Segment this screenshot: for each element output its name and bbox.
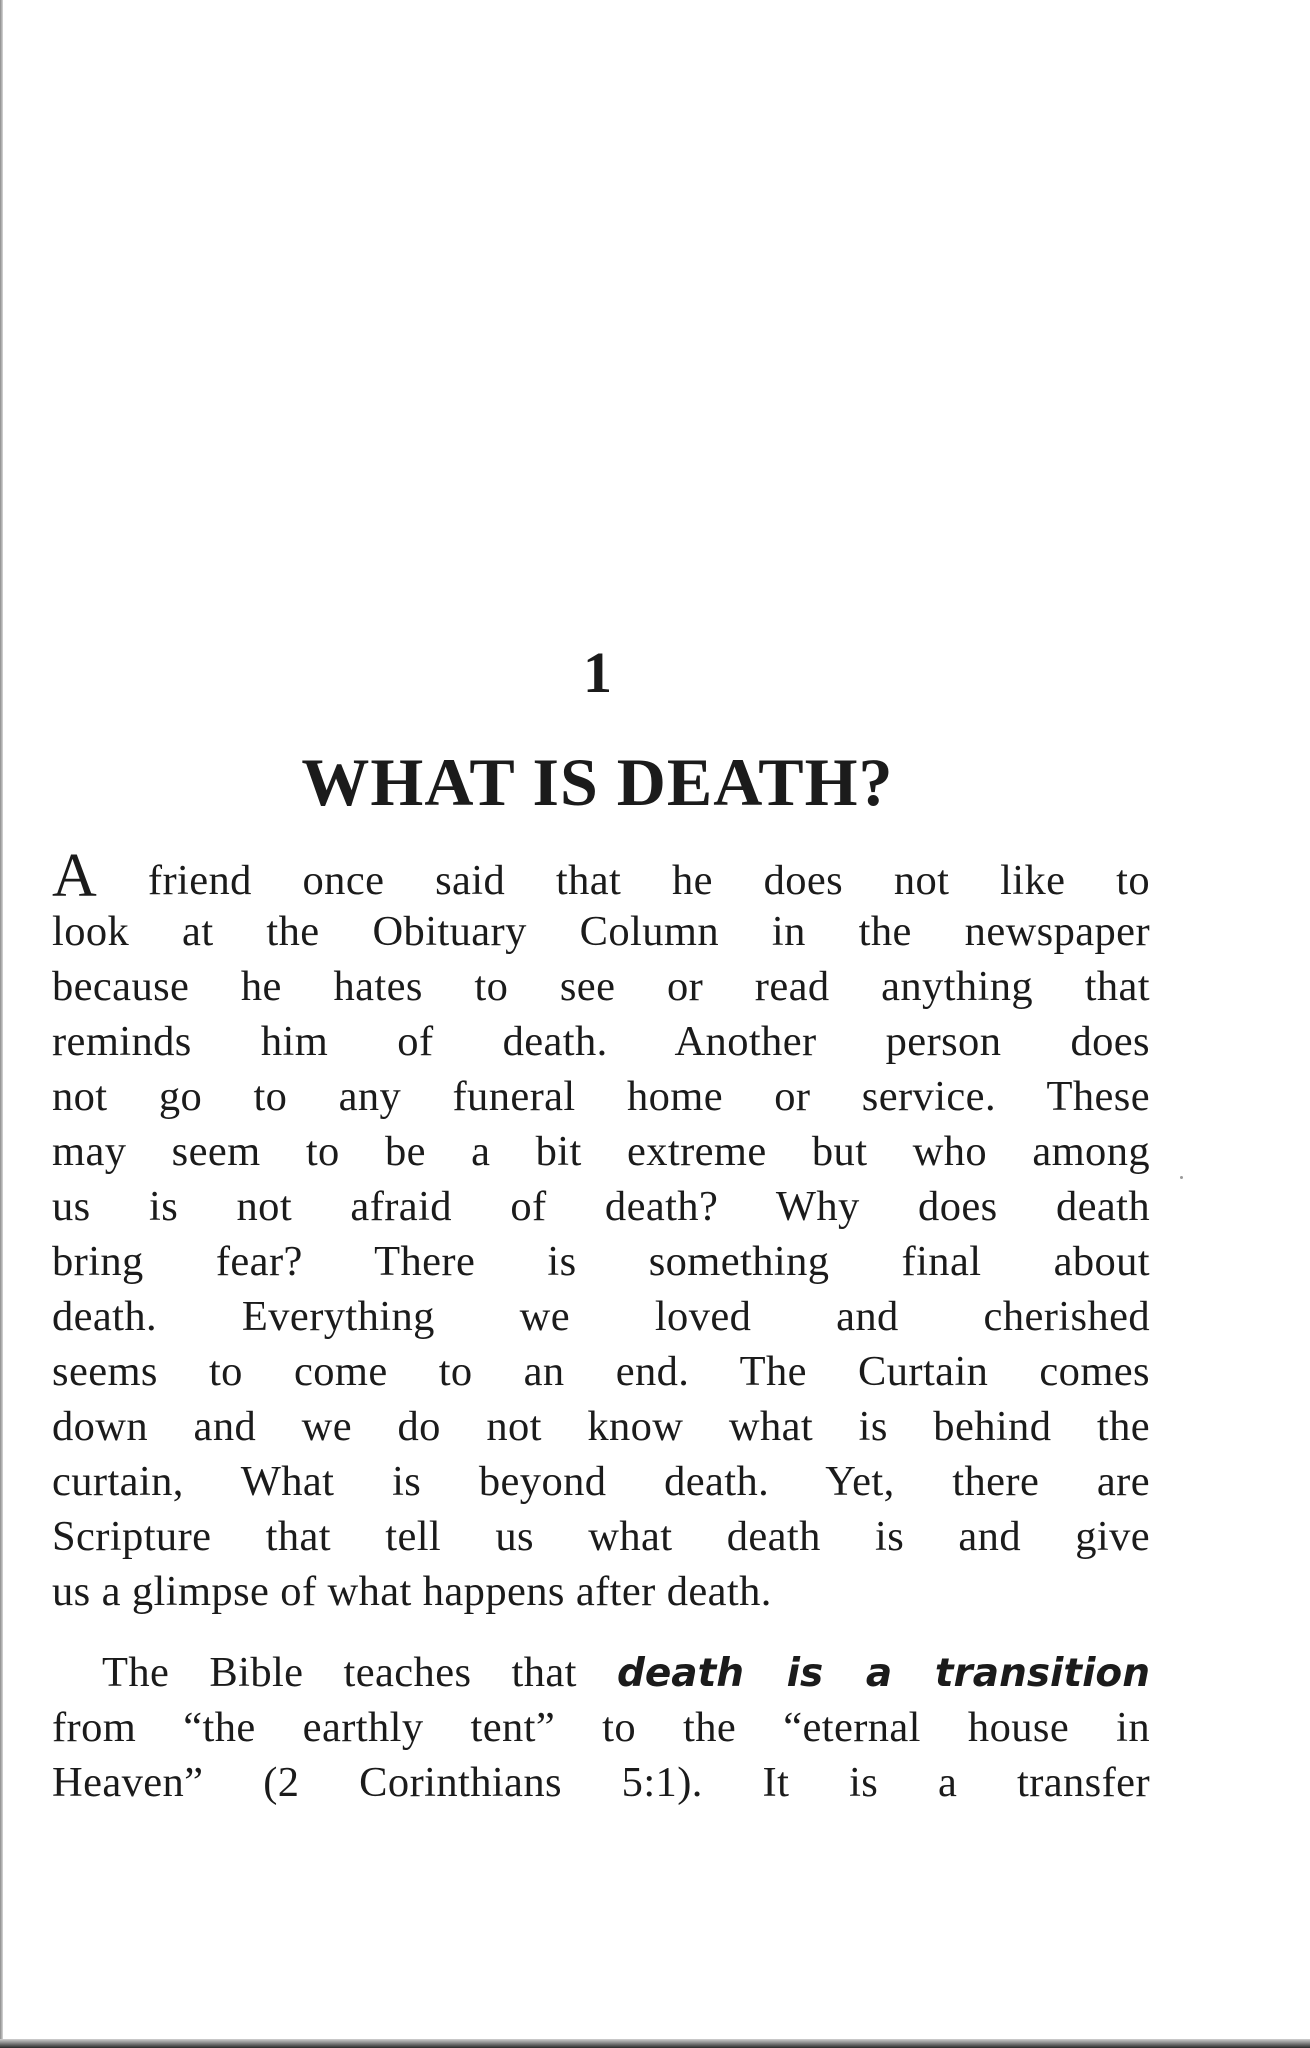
paragraph-2-lead-text: The Bible teaches that [102, 1649, 577, 1696]
paragraph-1-line-1 [52, 842, 1150, 910]
drop-letter: A [52, 842, 98, 910]
paragraph-1-line: down and we do not know what is behind the [52, 1403, 1150, 1450]
emphasis-text: death is a transition [616, 1651, 1150, 1696]
paragraph-1 [52, 842, 1150, 1619]
paragraph-2-line-2: from “the earthly tent” to the “eternal house in [52, 1704, 1150, 1751]
paragraph-1-line: because he hates to see or read anything that [52, 963, 1150, 1010]
paragraph-1-line-last: us a glimpse of what happens after death. [52, 1568, 772, 1615]
paragraph-2-line-3: Heaven” (2 Corinthians 5:1). It is a transfer [52, 1759, 1150, 1806]
paragraph-1-line: curtain, What is beyond death. Yet, there are [52, 1458, 1150, 1505]
page-edge-bottom [0, 2039, 1310, 2048]
paragraph-2-line-1 [52, 1645, 1150, 1700]
paragraph-2 [52, 1645, 1150, 1810]
page-edge-left [0, 0, 3, 2048]
chapter-number: 1 [583, 640, 612, 705]
paragraph-1-line: Scripture that tell us what death is and give [52, 1513, 1150, 1560]
paragraph-1-line: bring fear? There is something final about [52, 1238, 1150, 1285]
paper-speck [1180, 1176, 1183, 1179]
paragraph-1-line-1-text: friend once said that he does not like to [147, 857, 1150, 904]
chapter-title: WHAT IS DEATH? [301, 744, 894, 820]
paragraph-1-line: seems to come to an end. The Curtain comes [52, 1348, 1150, 1395]
paragraph-1-line: may seem to be a bit extreme but who among [52, 1128, 1150, 1175]
paragraph-1-line: death. Everything we loved and cherished [52, 1293, 1150, 1340]
paragraph-1-line: not go to any funeral home or service. These [52, 1073, 1150, 1120]
paragraph-1-line: look at the Obituary Column in the newspaper [52, 908, 1150, 955]
paragraph-1-line: reminds him of death. Another person does [52, 1018, 1150, 1065]
paragraph-1-line: us is not afraid of death? Why does death [52, 1183, 1150, 1230]
